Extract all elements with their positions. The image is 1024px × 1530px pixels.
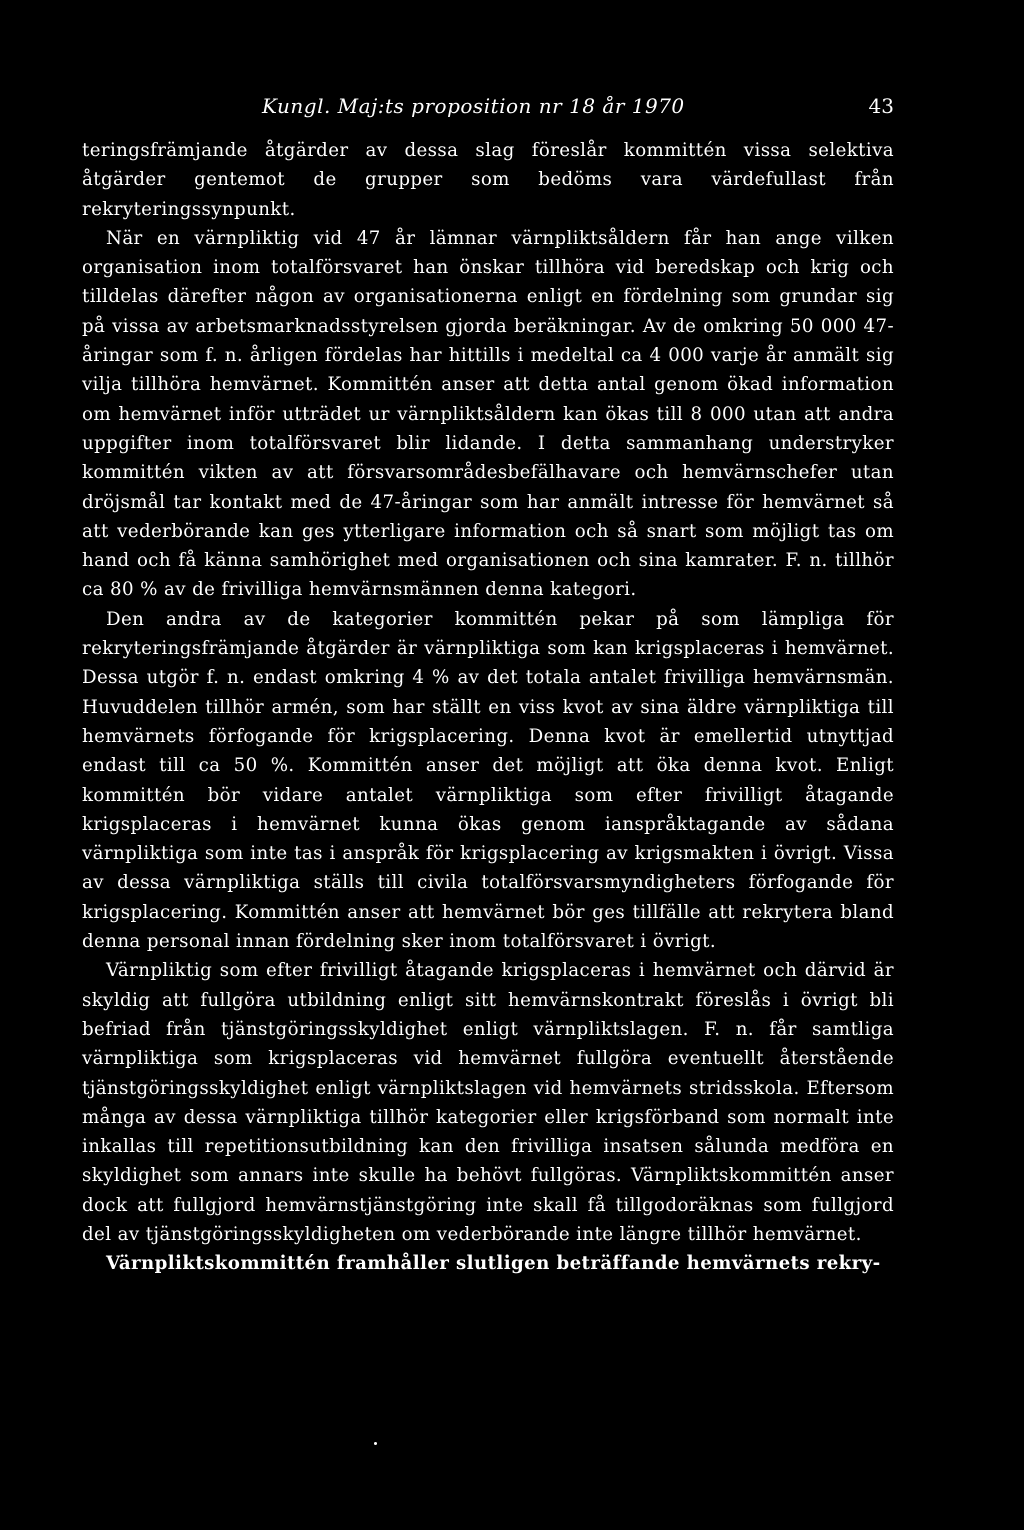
page-number: 43	[868, 94, 894, 118]
stray-mark	[374, 1442, 377, 1445]
paragraph-tjanstgoringsskyldighet: Värnpliktig som efter frivilligt åtagande krigsplaceras i hemvärnet och därvid är skyldig att fullgöra utbildning enligt sitt hemvärnskontrakt föreslås i övrigt bli befriad från tjänstgöringsskyldighet enligt värnpliktslagen. F. n. får samtliga värnpliktiga som krigsplaceras vid hemvärnet fullgöra eventuellt återstående tjänstgöringsskyldighet enligt värnpliktslagen vid hemvärnets stridsskola. Eftersom många av dessa värnpliktiga tillhör kategorier eller krigsförband som normalt inte inkallas till repetitionsutbildning kan den frivilliga insatsen sålunda medföra en skyldighet som annars inte skulle ha behövt fullgöras. Värnpliktskommittén anser dock att fullgjord hemvärnstjänstgöring inte skall få tillgodoräknas som fullgjord del av tjänstgöringsskyldigheten om vederbörande inte längre tillhör hemvärnet.	[82, 960, 894, 1245]
running-title: Kungl. Maj:ts proposition nr 18 år 1970	[262, 94, 685, 118]
document-page	[82, 86, 894, 1279]
paragraph-47-aringar: När en värnpliktig vid 47 år lämnar värnpliktsåldern får han ange vilken organisation inom totalförsvaret han önskar tillhöra vid beredskap och krig och tilldelas därefter någon av organisationerna enligt en fördelning som grundar sig på vissa av arbetsmarknadsstyrelsen gjorda beräkningar. Av de omkring 50 000 47-åringar som f. n. årligen fördelas har hittills i medeltal ca 4 000 varje år anmält sig vilja tillhöra hemvärnet. Kommittén anser att detta antal genom ökad information om hemvärnet inför utträdet ur värnpliktsåldern kan ökas till 8 000 utan att andra uppgifter inom totalförsvaret blir lidande. I detta sammanhang understryker kommittén vikten av att försvarsområdesbefälhavare och hemvärnschefer utan dröjsmål tar kontakt med de 47-åringar som har anmält intresse för hemvärnet så att vederbörande kan ges ytterligare information och så snart som möjligt tas om hand och få känna samhörighet med organisationen och sina kamrater. F. n. tillhör ca 80 % av de frivilliga hemvärnsmännen denna kategori.	[82, 227, 894, 601]
paragraph-krigsplacering: Den andra av de kategorier kommittén pekar på som lämpliga för rekryteringsfrämjande åtgärder är värnpliktiga som kan krigsplaceras i hemvärnet. Dessa utgör f. n. endast omkring 4 % av det totala antalet frivilliga hemvärnsmän. Huvuddelen tillhör armén, som har ställt en viss kvot av sina äldre värnpliktiga till hemvärnets förfogande för krigsplacering. Denna kvot är emellertid utnyttjad endast till ca 50 %. Kommittén anser det möjligt att öka denna kvot. Enligt kommittén bör vidare antalet värnpliktiga som efter frivilligt åtagande krigsplaceras i hemvärnet kunna ökas genom ianspråktagande av sådana värnpliktiga som inte tas i anspråk för krigsplacering av krigsmakten i övrigt. Vissa av dessa värnpliktiga ställs till civila totalförsvarsmyndigheters förfogande för krigsplacering. Kommittén anser att hemvärnet bör ges tillfälle att rekrytera bland denna personal innan fördelning sker inom totalförsvaret i övrigt.	[82, 608, 894, 953]
paragraph-continuation: teringsfrämjande åtgärder av dessa slag föreslår kommittén vissa selektiva åtgärder gentemot de grupper som bedöms vara värdefullast från rekryteringssynpunkt.	[82, 140, 894, 220]
page-header	[82, 86, 894, 126]
paragraph-closing: Värnpliktskommittén framhåller slutligen beträffande hemvärnets rekry-	[106, 1253, 881, 1275]
body-text	[82, 136, 894, 1279]
